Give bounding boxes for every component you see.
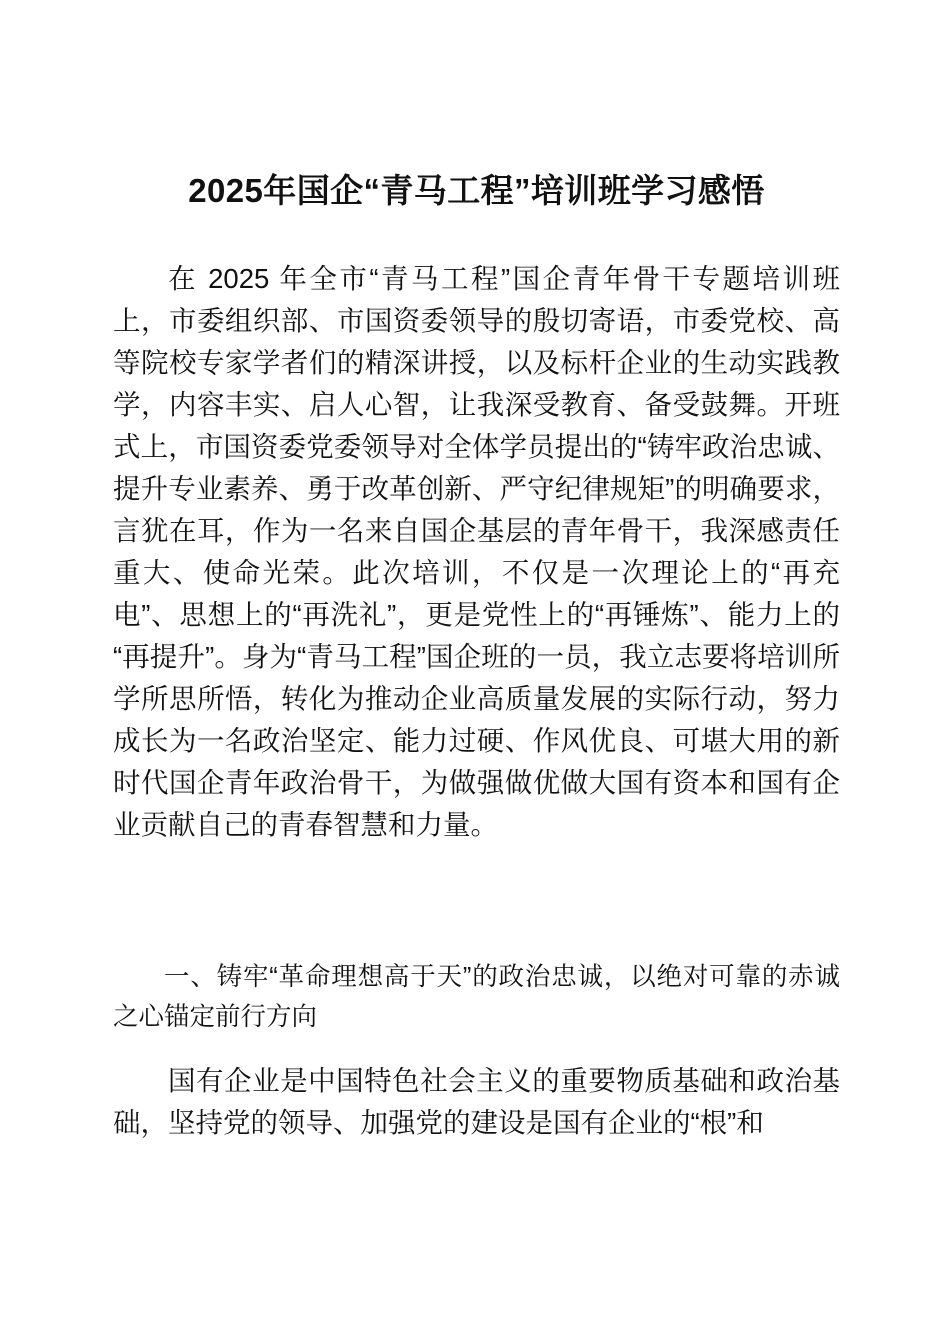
section-heading-one: 一、铸牢“革命理想高于天”的政治忠诚，以绝对可靠的赤诚之心锚定前行方向 — [113, 963, 840, 1031]
paragraph-block-section-one-body — [113, 1060, 840, 1144]
paragraph-section-one-body: 国有企业是中国特色社会主义的重要物质基础和政治基础，坚持党的领导、加强党的建设是国有企业的“根”和 — [113, 1065, 840, 1138]
page-title: 2025年国企“青马工程”培训班学习感悟 — [188, 172, 765, 209]
paragraph-intro: 在 2025 年全市“青马工程”国企青年骨干专题培训班上，市委组织部、市国资委领导的殷切寄语，市委党校、高等院校专家学者们的精深讲授，以及标杆企业的生动实践教学，内容丰实、启人心智，让我深受教育、备受鼓舞。开班式上，市国资委党委领导对全体学员提出的“铸牢政治忠诚、提升专业素养、勇于改革创新、严守纪律规矩”的明确要求，言犹在耳，作为一名来自国企基层的青年骨干，我深感责任重大、使命光荣。此次培训，不仅是一次理论上的“再充电”、思想上的“再洗礼”，更是党性上的“再锤炼”、能力上的“再提升”。身为“青马工程”国企班的一员，我立志要将培训所学所思所悟，转化为推动企业高质量发展的实际行动，努力成长为一名政治坚定、能力过硬、作风优良、可堪大用的新时代国企青年政治骨干，为做强做优做大国有资本和国有企业贡献自己的青春智慧和力量。 — [113, 263, 840, 840]
paragraph-block-intro — [113, 258, 840, 846]
section-heading-block-one — [113, 957, 840, 1037]
